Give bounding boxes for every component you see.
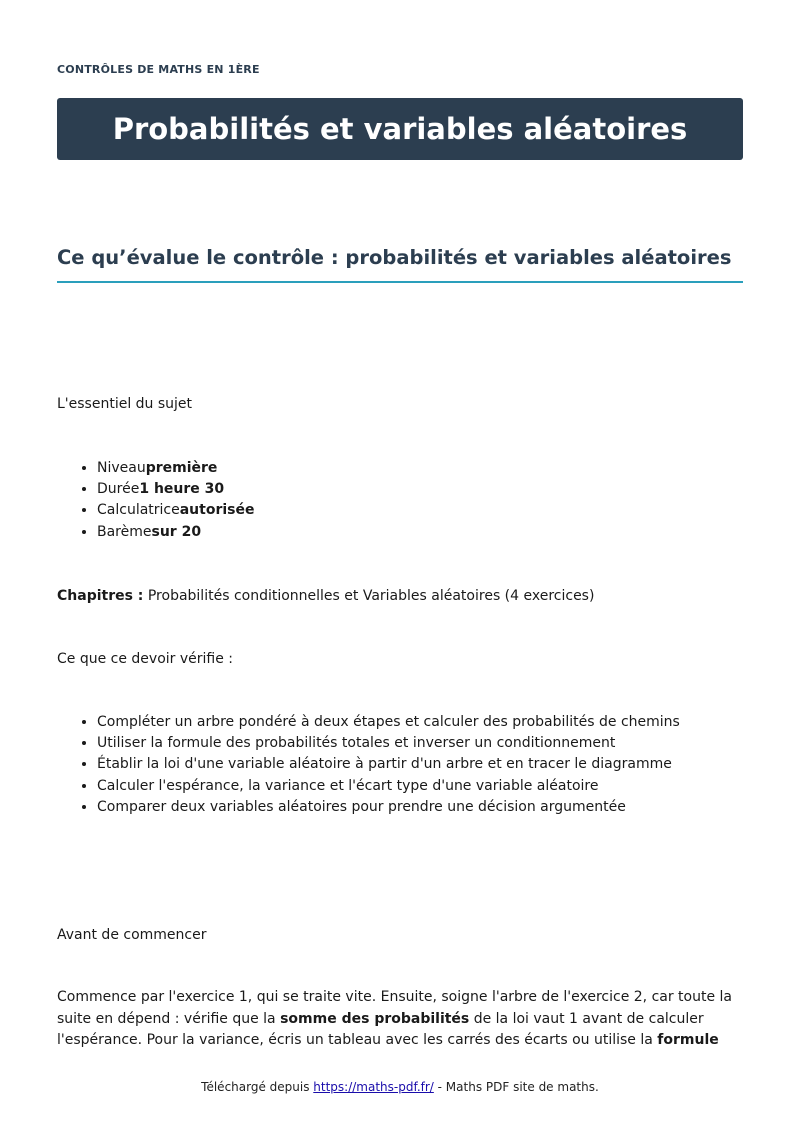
list-item: • Établir la loi d'une variable aléatoire à partir d'un arbre et en tracer le diagramme [97,754,680,775]
essentiel-list [57,458,255,543]
page-footer [0,1080,800,1094]
verifie-list [57,712,680,818]
paragraph-emphasis: formule [657,1032,719,1048]
verifie-heading: Ce que ce devoir vérifie : [57,651,234,667]
paragraph-text: Commence par l'exercice 1, qui se traite vite. Ensuite, soigne l'arbre de l'exercice 2, car toute la suite en dépend : vérifie que la [57,989,732,1027]
list-item: • Calculer l'espérance, la variance et l'écart type d'une variable aléatoire [97,776,680,797]
list-item: • Compléter un arbre pondéré à deux étapes et calculer des probabilités de chemins [97,712,680,733]
list-item-niveau [97,458,255,479]
item-value: 1 heure 30 [139,481,225,498]
advice-paragraph [57,987,747,1052]
list-item-bareme [97,522,255,543]
item-label: Niveau [97,460,146,476]
chapitres-text: Probabilités conditionnelles et Variables aléatoires (4 exercices) [147,588,595,604]
footer-suffix: - Maths PDF site de maths. [433,1080,599,1094]
footer-prefix: Téléchargé depuis [201,1080,314,1094]
page-title: Probabilités et variables aléatoires [112,111,688,146]
list-item-calculatrice [97,500,255,521]
list-item: • Utiliser la formule des probabilités totales et inverser un conditionnement [97,733,680,754]
item-value: première [145,460,218,476]
chapitres-label: Chapitres : [57,588,144,604]
item-label: Durée [97,481,140,498]
chapitres-line [57,586,594,607]
title-banner [57,98,743,160]
item-label: Barème [97,523,152,540]
section-title: Ce qu’évalue le contrôle : probabilités et variables aléatoires [57,243,743,283]
essentiel-heading: L'essentiel du sujet [57,396,193,412]
paragraph-emphasis: somme des probabilités [280,1010,470,1027]
item-value: sur 20 [151,523,202,540]
list-item-duree [97,479,255,500]
item-value: autorisée [179,502,255,519]
item-label: Calculatrice [97,502,180,519]
list-item: • Comparer deux variables aléatoires pour prendre une décision argumentée [97,797,680,818]
paragraph-text: de la loi vaut 1 avant de calculer l'espérance. Pour la variance, écris un tableau avec les carrés des écarts ou utilise la [57,1010,704,1048]
series-kicker: CONTRÔLES DE MATHS EN 1ÈRE [57,63,260,76]
footer-link[interactable]: https://maths-pdf.fr/ [313,1080,434,1094]
avant-heading: Avant de commencer [57,927,207,943]
